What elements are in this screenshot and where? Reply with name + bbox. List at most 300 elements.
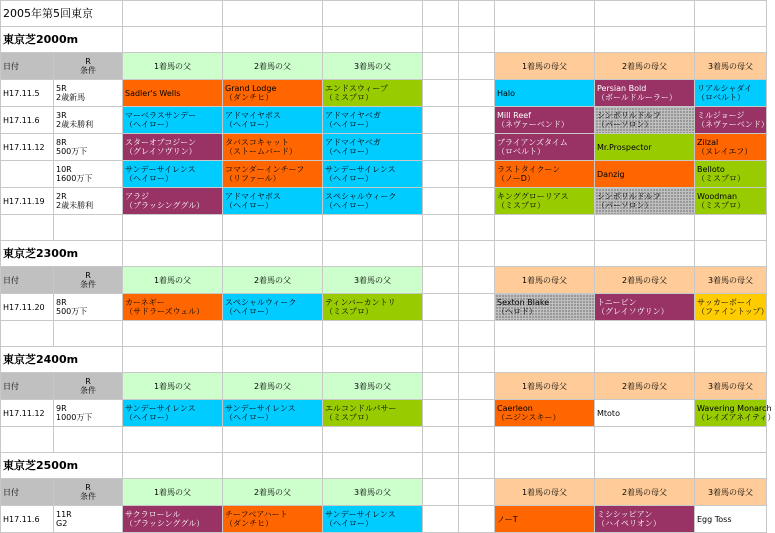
sire-cell bbox=[323, 506, 423, 533]
section-title: 東京芝2300m bbox=[1, 241, 123, 267]
empty-cell bbox=[223, 453, 323, 479]
sire-name: カーネギー bbox=[125, 298, 165, 307]
dam-sire-name: Mtoto bbox=[597, 408, 620, 418]
sire-cell bbox=[323, 400, 423, 427]
dam-sire-name: サッカーボーイ bbox=[697, 298, 753, 307]
sire-line: （ミスプロ） bbox=[325, 93, 373, 102]
dam-sire-line: （ネヴァーベンド） bbox=[697, 120, 769, 129]
sire-line: （ヘイロー） bbox=[225, 413, 273, 422]
section-title: 東京芝2500m bbox=[1, 453, 123, 479]
empty-cell bbox=[695, 27, 767, 53]
empty-cell bbox=[123, 321, 223, 347]
dam-sire-name: シンボリルドルフ bbox=[597, 192, 661, 201]
sire-name: エンドスウィープ bbox=[325, 84, 389, 93]
sire-name: スペシャルウィーク bbox=[325, 192, 397, 201]
sire-cell bbox=[123, 188, 223, 215]
sire-name: Sadler's Wells bbox=[125, 88, 181, 98]
sire-cell bbox=[123, 506, 223, 533]
dam-sire-line: （ノーD） bbox=[497, 174, 535, 183]
empty-cell bbox=[695, 347, 767, 373]
race-condition: G2 bbox=[56, 519, 68, 528]
race-header bbox=[54, 479, 123, 506]
empty-cell bbox=[123, 1, 223, 27]
empty-cell bbox=[695, 1, 767, 27]
sire-line: （ヘイロー） bbox=[325, 174, 373, 183]
race-row bbox=[1, 506, 767, 533]
empty-cell bbox=[223, 347, 323, 373]
sire-header: 2着馬の父 bbox=[223, 53, 323, 80]
dam-header: 3着馬の母父 bbox=[695, 373, 767, 400]
dam-sire-cell bbox=[495, 400, 595, 427]
dam-sire-cell bbox=[495, 294, 595, 321]
header-row bbox=[1, 373, 767, 400]
sire-cell bbox=[323, 107, 423, 134]
dam-sire-line: （ヌレイエフ） bbox=[697, 147, 753, 156]
empty-cell bbox=[459, 321, 495, 347]
dam-sire-name: Wavering Monarch bbox=[697, 404, 772, 413]
race-info bbox=[54, 80, 123, 107]
race-info bbox=[54, 294, 123, 321]
race-number: 5R bbox=[56, 84, 67, 93]
race-header-line1: R bbox=[85, 377, 91, 386]
race-number: 3R bbox=[56, 111, 67, 120]
gap-cell bbox=[423, 107, 459, 134]
empty-cell bbox=[459, 241, 495, 267]
empty-cell bbox=[595, 427, 695, 453]
dam-sire-name: シンボリルドルフ bbox=[597, 111, 661, 120]
empty-cell bbox=[123, 215, 223, 241]
race-header bbox=[54, 373, 123, 400]
page-title: 2005年第5回東京 bbox=[1, 1, 123, 27]
race-date: H17.11.19 bbox=[1, 188, 54, 215]
dam-sire-cell bbox=[495, 134, 595, 161]
section-row bbox=[1, 453, 767, 479]
dam-sire-cell bbox=[695, 161, 767, 188]
gap-cell bbox=[423, 134, 459, 161]
sire-cell bbox=[323, 161, 423, 188]
empty-cell bbox=[223, 241, 323, 267]
empty-cell bbox=[123, 347, 223, 373]
empty-cell bbox=[223, 215, 323, 241]
gap-cell bbox=[423, 80, 459, 107]
sire-cell bbox=[123, 80, 223, 107]
empty-cell bbox=[695, 427, 767, 453]
sire-name: マーベラスサンデー bbox=[125, 111, 197, 120]
dam-sire-cell bbox=[495, 80, 595, 107]
dam-header: 2着馬の母父 bbox=[595, 373, 695, 400]
empty-cell bbox=[495, 321, 595, 347]
empty-cell bbox=[323, 215, 423, 241]
dam-sire-cell bbox=[595, 400, 695, 427]
empty-cell bbox=[423, 215, 459, 241]
gap-cell bbox=[459, 479, 495, 506]
dam-header: 3着馬の母父 bbox=[695, 53, 767, 80]
dam-sire-line: （ミスプロ） bbox=[697, 201, 745, 210]
dam-sire-line: （ニジンスキー） bbox=[497, 413, 561, 422]
empty-cell bbox=[495, 427, 595, 453]
race-header-line2: 条件 bbox=[80, 280, 96, 289]
dam-sire-name: Woodman bbox=[697, 192, 738, 201]
gap-cell bbox=[423, 373, 459, 400]
sire-cell bbox=[123, 107, 223, 134]
sire-name: アドマイヤベガ bbox=[325, 138, 381, 147]
sire-line: （ブラッシンググル） bbox=[125, 519, 205, 528]
race-header bbox=[54, 267, 123, 294]
empty-cell bbox=[423, 453, 459, 479]
dam-sire-cell bbox=[695, 107, 767, 134]
dam-sire-name: Sexton Blake bbox=[497, 298, 550, 307]
section-title: 東京芝2000m bbox=[1, 27, 123, 53]
dam-sire-cell bbox=[695, 188, 767, 215]
sire-name: サクラローレル bbox=[125, 510, 181, 519]
race-condition: 2歳新馬 bbox=[56, 93, 86, 102]
empty-cell bbox=[123, 27, 223, 53]
empty-cell bbox=[54, 427, 123, 453]
empty-cell bbox=[495, 1, 595, 27]
sire-cell bbox=[223, 134, 323, 161]
race-condition: 1600万下 bbox=[56, 174, 93, 183]
dam-sire-name: ラストタイクーン bbox=[497, 165, 561, 174]
empty-cell bbox=[123, 427, 223, 453]
empty-cell bbox=[1, 427, 54, 453]
dam-sire-line: （ロベルト） bbox=[697, 93, 745, 102]
gap-cell bbox=[459, 373, 495, 400]
dam-sire-cell bbox=[595, 80, 695, 107]
empty-cell bbox=[459, 1, 495, 27]
sire-cell bbox=[223, 80, 323, 107]
empty-cell bbox=[223, 321, 323, 347]
empty-cell bbox=[1, 321, 54, 347]
race-info bbox=[54, 400, 123, 427]
sire-line: （ブラッシンググル） bbox=[125, 201, 205, 210]
empty-cell bbox=[695, 321, 767, 347]
dam-header: 1着馬の母父 bbox=[495, 267, 595, 294]
gap-cell bbox=[459, 400, 495, 427]
empty-cell bbox=[323, 427, 423, 453]
section-row bbox=[1, 241, 767, 267]
empty-cell bbox=[123, 241, 223, 267]
dam-sire-cell bbox=[695, 400, 775, 427]
section-row bbox=[1, 347, 767, 373]
dam-sire-cell bbox=[595, 294, 695, 321]
empty-cell bbox=[54, 215, 123, 241]
empty-cell bbox=[1, 215, 54, 241]
empty-cell bbox=[695, 453, 767, 479]
dam-sire-name: リアルシャダイ bbox=[697, 84, 753, 93]
date-header: 日付 bbox=[1, 479, 54, 506]
empty-cell bbox=[495, 241, 595, 267]
table-row bbox=[1, 215, 767, 241]
empty-cell bbox=[423, 427, 459, 453]
gap-cell bbox=[423, 506, 459, 533]
dam-header: 1着馬の母父 bbox=[495, 479, 595, 506]
sire-cell bbox=[223, 506, 323, 533]
dam-header: 2着馬の母父 bbox=[595, 267, 695, 294]
dam-sire-name: Belloto bbox=[697, 165, 725, 174]
sire-header: 1着馬の父 bbox=[123, 479, 223, 506]
table-row bbox=[1, 427, 767, 453]
empty-cell bbox=[223, 27, 323, 53]
empty-cell bbox=[495, 453, 595, 479]
sire-cell bbox=[223, 400, 323, 427]
dam-header: 2着馬の母父 bbox=[595, 479, 695, 506]
sire-header: 3着馬の父 bbox=[323, 479, 423, 506]
empty-cell bbox=[423, 27, 459, 53]
sire-header: 2着馬の父 bbox=[223, 373, 323, 400]
dam-header: 2着馬の母父 bbox=[595, 53, 695, 80]
empty-cell bbox=[695, 215, 767, 241]
race-number: 2R bbox=[56, 192, 67, 201]
empty-cell bbox=[223, 427, 323, 453]
race-date bbox=[1, 161, 54, 188]
empty-cell bbox=[423, 241, 459, 267]
dam-sire-cell bbox=[695, 294, 767, 321]
race-header-line1: R bbox=[85, 57, 91, 66]
dam-header: 1着馬の母父 bbox=[495, 53, 595, 80]
empty-cell bbox=[695, 241, 767, 267]
empty-cell bbox=[223, 1, 323, 27]
sire-name: サンデーサイレンス bbox=[325, 510, 396, 519]
sire-header: 2着馬の父 bbox=[223, 267, 323, 294]
sire-cell bbox=[223, 161, 323, 188]
sire-header: 3着馬の父 bbox=[323, 267, 423, 294]
dam-sire-line: （ファイントップ） bbox=[697, 307, 769, 316]
sire-cell bbox=[223, 188, 323, 215]
gap-cell bbox=[423, 161, 459, 188]
sire-cell bbox=[323, 134, 423, 161]
race-number: 9R bbox=[56, 404, 67, 413]
dam-sire-name: トニービン bbox=[597, 298, 637, 307]
race-date: H17.11.12 bbox=[1, 134, 54, 161]
race-number: 8R bbox=[56, 298, 67, 307]
dam-sire-cell bbox=[495, 506, 595, 533]
sire-name: チーフベアハート bbox=[225, 510, 288, 519]
dam-sire-line: （レイズアネイティ） bbox=[697, 413, 775, 422]
race-condition: 2歳未勝利 bbox=[56, 201, 94, 210]
sire-cell bbox=[123, 134, 223, 161]
empty-cell bbox=[459, 347, 495, 373]
sire-name: サンデーサイレンス bbox=[225, 404, 296, 413]
dam-sire-line: （ハイペリオン） bbox=[597, 519, 661, 528]
gap-cell bbox=[459, 134, 495, 161]
sire-name: タバスコキャット bbox=[225, 138, 289, 147]
empty-cell bbox=[595, 27, 695, 53]
sire-line: （グレイソヴリン） bbox=[125, 147, 197, 156]
dam-sire-line: （ネヴァーベンド） bbox=[497, 120, 569, 129]
empty-cell bbox=[459, 453, 495, 479]
dam-sire-line: （ヘロド） bbox=[497, 307, 537, 316]
empty-cell bbox=[123, 453, 223, 479]
race-number: 10R bbox=[56, 165, 72, 174]
sire-line: （ダンチヒ） bbox=[225, 93, 274, 102]
gap-cell bbox=[459, 506, 495, 533]
gap-cell bbox=[459, 294, 495, 321]
dam-header: 1着馬の母父 bbox=[495, 373, 595, 400]
dam-sire-name: Caerleon bbox=[497, 404, 533, 413]
sire-name: コマンダーインチーフ bbox=[225, 165, 305, 174]
dam-sire-name: Danzig bbox=[597, 169, 625, 179]
race-number: 8R bbox=[56, 138, 67, 147]
date-header: 日付 bbox=[1, 53, 54, 80]
section-row bbox=[1, 27, 767, 53]
sire-name: アラジ bbox=[125, 192, 149, 201]
dam-sire-name: キンググローリアス bbox=[497, 192, 569, 201]
gap-cell bbox=[423, 294, 459, 321]
sire-header: 2着馬の父 bbox=[223, 479, 323, 506]
empty-cell bbox=[495, 347, 595, 373]
empty-cell bbox=[323, 27, 423, 53]
sire-cell bbox=[223, 294, 323, 321]
empty-cell bbox=[423, 347, 459, 373]
dam-sire-cell bbox=[595, 506, 695, 533]
sire-line: （ヘイロー） bbox=[325, 120, 373, 129]
gap-cell bbox=[459, 80, 495, 107]
sire-cell bbox=[123, 161, 223, 188]
race-info bbox=[54, 506, 123, 533]
sire-header: 1着馬の父 bbox=[123, 267, 223, 294]
dam-sire-line: （パーソロン） bbox=[597, 201, 653, 210]
section-title: 東京芝2400m bbox=[1, 347, 123, 373]
sire-line: （ヘイロー） bbox=[325, 519, 373, 528]
header-row bbox=[1, 479, 767, 506]
gap-cell bbox=[423, 53, 459, 80]
dam-sire-line: （パーソロン） bbox=[597, 120, 653, 129]
sire-cell bbox=[223, 107, 323, 134]
sire-name: サンデーサイレンス bbox=[325, 165, 396, 174]
gap-cell bbox=[459, 53, 495, 80]
gap-cell bbox=[459, 161, 495, 188]
sire-cell bbox=[123, 294, 223, 321]
race-date: H17.11.5 bbox=[1, 80, 54, 107]
empty-cell bbox=[423, 1, 459, 27]
sire-line: （ヘイロー） bbox=[225, 307, 273, 316]
dam-sire-name: Zilzal bbox=[697, 138, 719, 147]
race-condition: 500万下 bbox=[56, 307, 88, 316]
race-row bbox=[1, 134, 767, 161]
empty-cell bbox=[459, 427, 495, 453]
dam-sire-line: （ボールドルーラー） bbox=[597, 93, 677, 102]
gap-cell bbox=[423, 267, 459, 294]
race-row bbox=[1, 188, 767, 215]
empty-cell bbox=[54, 321, 123, 347]
sire-line: （ヘイロー） bbox=[325, 147, 373, 156]
empty-cell bbox=[495, 27, 595, 53]
race-date: H17.11.6 bbox=[1, 506, 54, 533]
dam-sire-name: Egg Toss bbox=[697, 514, 732, 524]
gap-cell bbox=[459, 188, 495, 215]
dam-sire-name: ノーT bbox=[497, 514, 518, 524]
sire-header: 3着馬の父 bbox=[323, 373, 423, 400]
race-condition: 500万下 bbox=[56, 147, 88, 156]
table-row bbox=[1, 321, 767, 347]
dam-sire-name: ミルジョージ bbox=[697, 111, 745, 120]
empty-cell bbox=[323, 321, 423, 347]
dam-sire-name: ブライアンズタイム bbox=[497, 138, 568, 147]
sire-line: （ミスプロ） bbox=[325, 413, 373, 422]
title-row bbox=[1, 1, 767, 27]
empty-cell bbox=[323, 453, 423, 479]
sire-line: （ヘイロー） bbox=[225, 120, 273, 129]
race-header bbox=[54, 53, 123, 80]
dam-sire-cell bbox=[595, 161, 695, 188]
race-date: H17.11.6 bbox=[1, 107, 54, 134]
date-header: 日付 bbox=[1, 373, 54, 400]
dam-header: 3着馬の母父 bbox=[695, 479, 767, 506]
dam-sire-cell bbox=[595, 134, 695, 161]
sire-name: エルコンドルパサー bbox=[325, 404, 397, 413]
dam-sire-cell bbox=[595, 107, 695, 134]
dam-sire-name: Halo bbox=[497, 88, 516, 98]
gap-cell bbox=[423, 188, 459, 215]
empty-cell bbox=[595, 453, 695, 479]
race-row bbox=[1, 161, 767, 188]
race-row bbox=[1, 80, 767, 107]
sire-header: 1着馬の父 bbox=[123, 373, 223, 400]
dam-sire-name: ミシシッピアン bbox=[597, 510, 653, 519]
sire-cell bbox=[323, 188, 423, 215]
sire-name: アドマイヤボス bbox=[225, 111, 281, 120]
race-info bbox=[54, 107, 123, 134]
sire-line: （サドラーズウェル） bbox=[125, 307, 205, 316]
gap-cell bbox=[459, 267, 495, 294]
empty-cell bbox=[595, 215, 695, 241]
dam-sire-cell bbox=[495, 161, 595, 188]
dam-sire-cell bbox=[695, 134, 767, 161]
dam-sire-line: （ミスプロ） bbox=[697, 174, 745, 183]
sire-line: （ヘイロー） bbox=[125, 174, 173, 183]
dam-sire-cell bbox=[595, 188, 695, 215]
sire-name: アドマイヤボス bbox=[225, 192, 281, 201]
sire-line: （ヘイロー） bbox=[125, 413, 173, 422]
sire-name: スターオブコジーン bbox=[125, 138, 197, 147]
race-header-line1: R bbox=[85, 271, 91, 280]
dam-sire-cell bbox=[695, 80, 767, 107]
dam-sire-cell bbox=[495, 188, 595, 215]
sire-line: （ダンチヒ） bbox=[225, 519, 274, 528]
dam-sire-cell bbox=[495, 107, 595, 134]
sire-name: スペシャルウィーク bbox=[225, 298, 297, 307]
empty-cell bbox=[423, 321, 459, 347]
empty-cell bbox=[459, 215, 495, 241]
dam-sire-name: Mill Reef bbox=[497, 111, 531, 120]
dam-sire-cell bbox=[695, 506, 767, 533]
race-row bbox=[1, 294, 767, 321]
dam-sire-line: （ロベルト） bbox=[497, 147, 545, 156]
race-row bbox=[1, 107, 767, 134]
empty-cell bbox=[595, 241, 695, 267]
dam-sire-line: （ミスプロ） bbox=[497, 201, 545, 210]
empty-cell bbox=[459, 27, 495, 53]
race-header-line1: R bbox=[85, 483, 91, 492]
race-info bbox=[54, 188, 123, 215]
empty-cell bbox=[595, 347, 695, 373]
race-header-line2: 条件 bbox=[80, 66, 96, 75]
dam-sire-name: Mr.Prospector bbox=[597, 142, 652, 152]
race-date: H17.11.20 bbox=[1, 294, 54, 321]
race-condition: 1000万下 bbox=[56, 413, 93, 422]
race-number: 11R bbox=[56, 510, 72, 519]
empty-cell bbox=[595, 321, 695, 347]
sire-cell bbox=[123, 400, 223, 427]
race-header-line2: 条件 bbox=[80, 492, 96, 501]
empty-cell bbox=[323, 241, 423, 267]
sire-line: （ヘイロー） bbox=[325, 201, 373, 210]
race-info bbox=[54, 134, 123, 161]
sire-line: （ヘイロー） bbox=[125, 120, 173, 129]
sire-header: 3着馬の父 bbox=[323, 53, 423, 80]
empty-cell bbox=[595, 1, 695, 27]
sire-header: 1着馬の父 bbox=[123, 53, 223, 80]
